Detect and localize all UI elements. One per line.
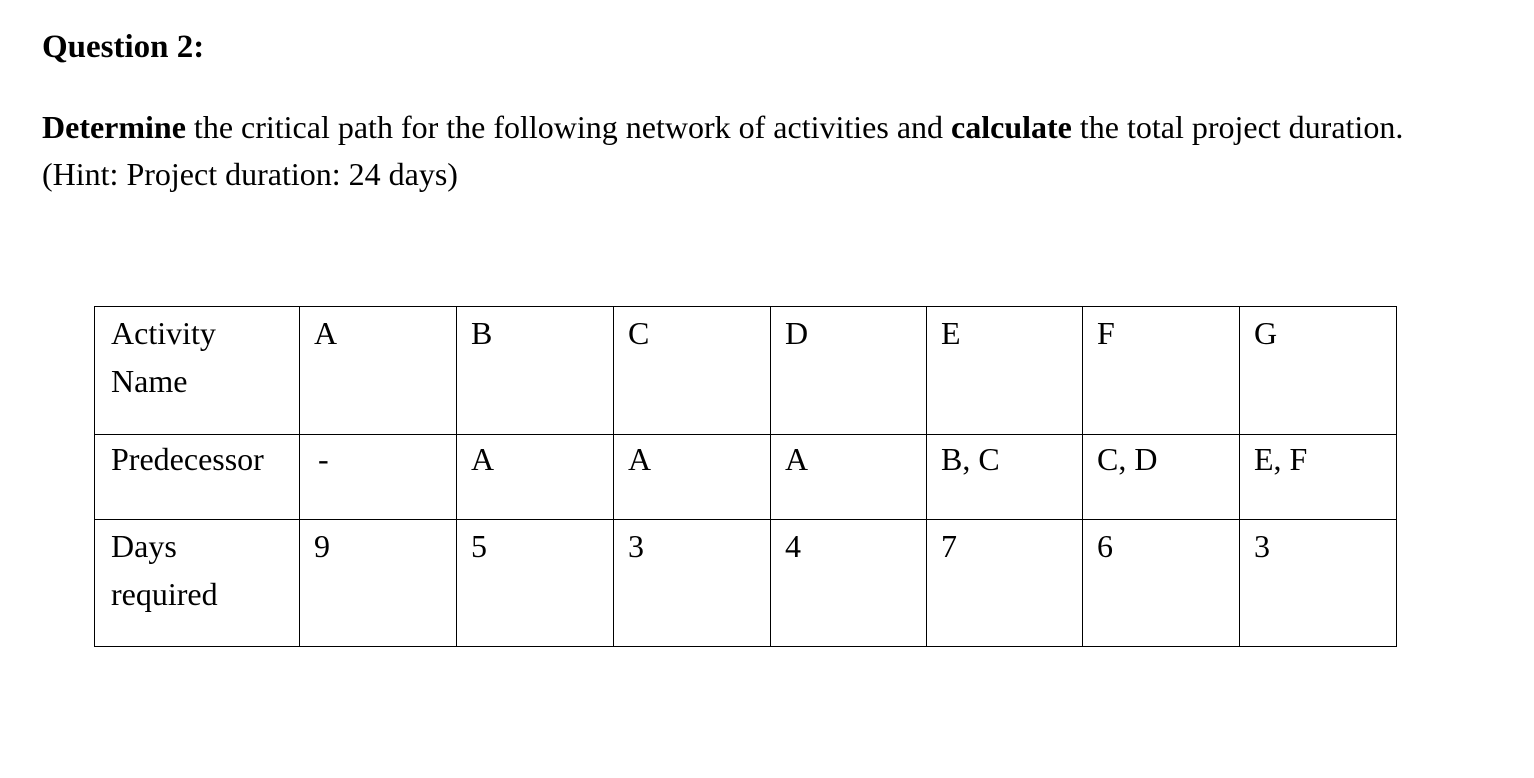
predecessor-cell: A (457, 435, 614, 520)
days-cell: 7 (927, 520, 1083, 647)
days-cell: 3 (1240, 520, 1397, 647)
instruction-text-1: the critical path for the following network of activities and (185, 109, 952, 145)
activity-name-cell: C (614, 307, 771, 435)
row-header-days-required: Days required (95, 520, 300, 647)
row-header-activity-name: Activity Name (95, 307, 300, 435)
predecessor-row (95, 435, 1397, 520)
activity-name-row (95, 307, 1397, 435)
predecessor-cell: A (614, 435, 771, 520)
question-instruction (42, 104, 1472, 198)
days-cell: 3 (614, 520, 771, 647)
activity-name-cell: D (771, 307, 927, 435)
days-cell: 9 (300, 520, 457, 647)
days-cell: 4 (771, 520, 927, 647)
predecessor-cell: C, D (1083, 435, 1240, 520)
instruction-verb-calculate: calculate (951, 109, 1072, 145)
activity-table (94, 306, 1397, 647)
days-required-row (95, 520, 1397, 647)
instruction-verb-determine: Determine (42, 109, 186, 145)
activity-name-cell: F (1083, 307, 1240, 435)
activity-name-cell: E (927, 307, 1083, 435)
predecessor-cell: A (771, 435, 927, 520)
instruction-text-2: the total project duration. (Hint: Project duration: 24 days) (42, 109, 1404, 192)
activity-name-cell: B (457, 307, 614, 435)
predecessor-cell: E, F (1240, 435, 1397, 520)
row-header-predecessor: Predecessor (95, 435, 300, 520)
days-cell: 6 (1083, 520, 1240, 647)
question-heading: Question 2: (42, 29, 205, 65)
activity-name-cell: A (300, 307, 457, 435)
days-cell: 5 (457, 520, 614, 647)
activity-name-cell: G (1240, 307, 1397, 435)
predecessor-cell: - (300, 435, 457, 520)
predecessor-cell: B, C (927, 435, 1083, 520)
